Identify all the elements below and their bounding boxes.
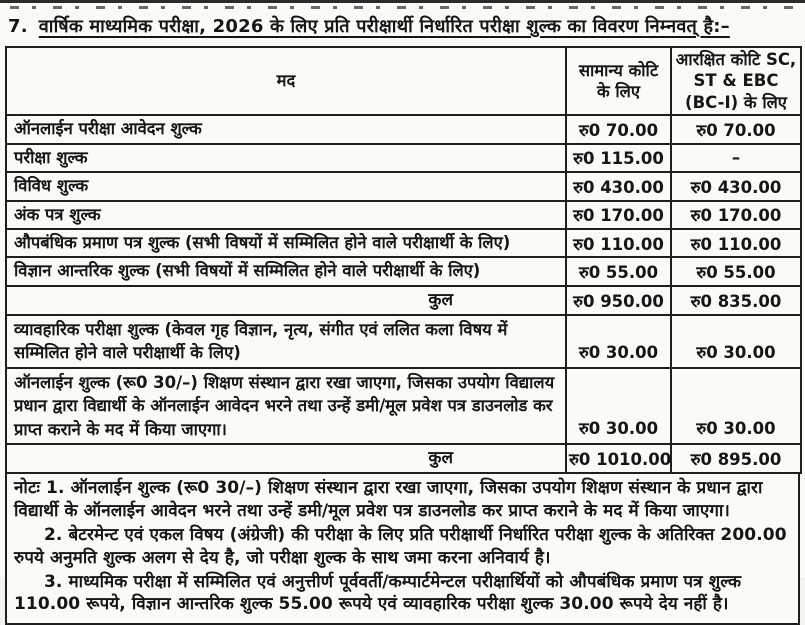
table-row	[6, 144, 801, 172]
fee-table	[5, 46, 802, 474]
section-number: 7.	[8, 16, 28, 37]
reserved-fee-cell: रु0 55.00	[671, 257, 801, 285]
fee-table-header	[6, 47, 801, 115]
table-row	[6, 315, 801, 368]
fee-item-cell: परीक्षा शुल्क	[6, 144, 566, 172]
general-fee-cell: रु0 170.00	[566, 201, 671, 229]
fee-item-cell: ऑनलाईन शुल्क (रू0 30/–) शिक्षण संस्थान द्वारा रखा जाएगा, जिसका उपयोग विद्यालय प्रधान द्वारा विद्यार्थी के ऑनलाईन आवेदन भरने तथा उन्हें डमी/मूल प्रवेश पत्र डाउनलोड कर प्राप्त कराने के मद में किया जाएगा।	[6, 368, 566, 444]
reserved-fee-cell: रु0 70.00	[671, 115, 801, 143]
total-row	[6, 286, 801, 315]
general-fee-cell: रु0 70.00	[566, 115, 671, 143]
scan-crop-artifact	[0, 0, 805, 9]
header-item-column: मद	[6, 47, 566, 115]
reserved-fee-cell: रु0 110.00	[671, 229, 801, 257]
general-fee-cell: रु0 55.00	[566, 257, 671, 285]
table-row	[6, 257, 801, 285]
general-fee-cell: रु0 115.00	[566, 144, 671, 172]
header-general-column: सामान्य कोटि के लिए	[566, 47, 671, 115]
reserved-fee-cell: रु0 30.00	[671, 315, 801, 368]
reserved-fee-cell: रु0 170.00	[671, 201, 801, 229]
fee-item-cell: विज्ञान आन्तरिक शुल्क (सभी विषयों में सम्मिलित होने वाले परीक्षार्थी के लिए)	[6, 257, 566, 285]
note-paragraph: 3. माध्यमिक परीक्षा में सम्मिलित एवं अनुत्तीर्ण पूर्ववर्ती/कम्पार्टमेन्टल परीक्षार्थियों को औपबंधिक प्रमाण पत्र शुल्क 110.00 रूपये, विज्ञान आन्तरिक शुल्क 55.00 रूपये एवं व्यावहारिक परीक्षा शुल्क 30.00 रूपये देय नहीं है।	[14, 571, 742, 615]
table-row	[6, 201, 801, 229]
table-row	[6, 229, 801, 257]
fee-item-cell: कुल	[6, 444, 566, 473]
table-row	[6, 172, 801, 200]
note-paragraph: 2. बेटरमेन्ट एवं एकल विषय (अंग्रेजी) की परीक्षा के लिए प्रति परीक्षार्थी निर्धारित परीक्षा शुल्क के अतिरिक्त 200.00 रुपये अनुमति शुल्क अलग से देय है, जो परीक्षा शुल्क के साथ जमा करना अनिवार्य है।	[14, 525, 787, 568]
reserved-fee-cell: रु0 895.00	[671, 444, 801, 473]
general-fee-cell: रु0 1010.00	[566, 444, 671, 473]
fee-item-cell: अंक पत्र शुल्क	[6, 201, 566, 229]
fee-item-cell: कुल	[6, 286, 566, 315]
reserved-fee-cell: रु0 835.00	[671, 286, 801, 315]
note-paragraph: नोटः 1. ऑनलाईन शुल्क (रू0 30/–) शिक्षण संस्थान द्वारा रखा जाएगा, जिसका उपयोग शिक्षण संस्थान के प्रधान द्वारा विद्यार्थी के ऑनलाईन आवेदन भरने तथा उन्हें डमी/मूल प्रवेश पत्र डाउनलोड कर प्राप्त कराने के मद में किया जाएगा।	[14, 478, 763, 521]
total-row	[6, 444, 801, 473]
reserved-fee-cell: –	[671, 144, 801, 172]
header-reserved-column: आरक्षित कोटि SC, ST & EBC (BC-I) के लिए	[671, 47, 801, 115]
fee-table-body	[6, 115, 801, 473]
page-title: वार्षिक माध्यमिक परीक्षा, 2026 के लिए प्रति परीक्षार्थी निर्धारित परीक्षा शुल्क का विवरण निम्नवत् है:–	[38, 16, 730, 37]
table-row	[6, 368, 801, 444]
general-fee-cell: रु0 30.00	[566, 315, 671, 368]
notes-section	[5, 472, 800, 625]
fee-item-cell: विविध शुल्क	[6, 172, 566, 200]
fee-item-cell: ऑनलाईन परीक्षा आवेदन शुल्क	[6, 115, 566, 143]
general-fee-cell: रु0 430.00	[566, 172, 671, 200]
general-fee-cell: रु0 110.00	[566, 229, 671, 257]
general-fee-cell: रु0 30.00	[566, 368, 671, 444]
table-row	[6, 115, 801, 143]
reserved-fee-cell: रु0 30.00	[671, 368, 801, 444]
general-fee-cell: रु0 950.00	[566, 286, 671, 315]
fee-item-cell: व्यावहारिक परीक्षा शुल्क (केवल गृह विज्ञान, नृत्य, संगीत एवं ललित कला विषय में सम्मिलित होने वाले परीक्षार्थी के लिए)	[6, 315, 566, 368]
reserved-fee-cell: रु0 430.00	[671, 172, 801, 200]
fee-item-cell: औपबंधिक प्रमाण पत्र शुल्क (सभी विषयों में सम्मिलित होने वाले परीक्षार्थी के लिए)	[6, 229, 566, 257]
section-title	[0, 9, 805, 44]
